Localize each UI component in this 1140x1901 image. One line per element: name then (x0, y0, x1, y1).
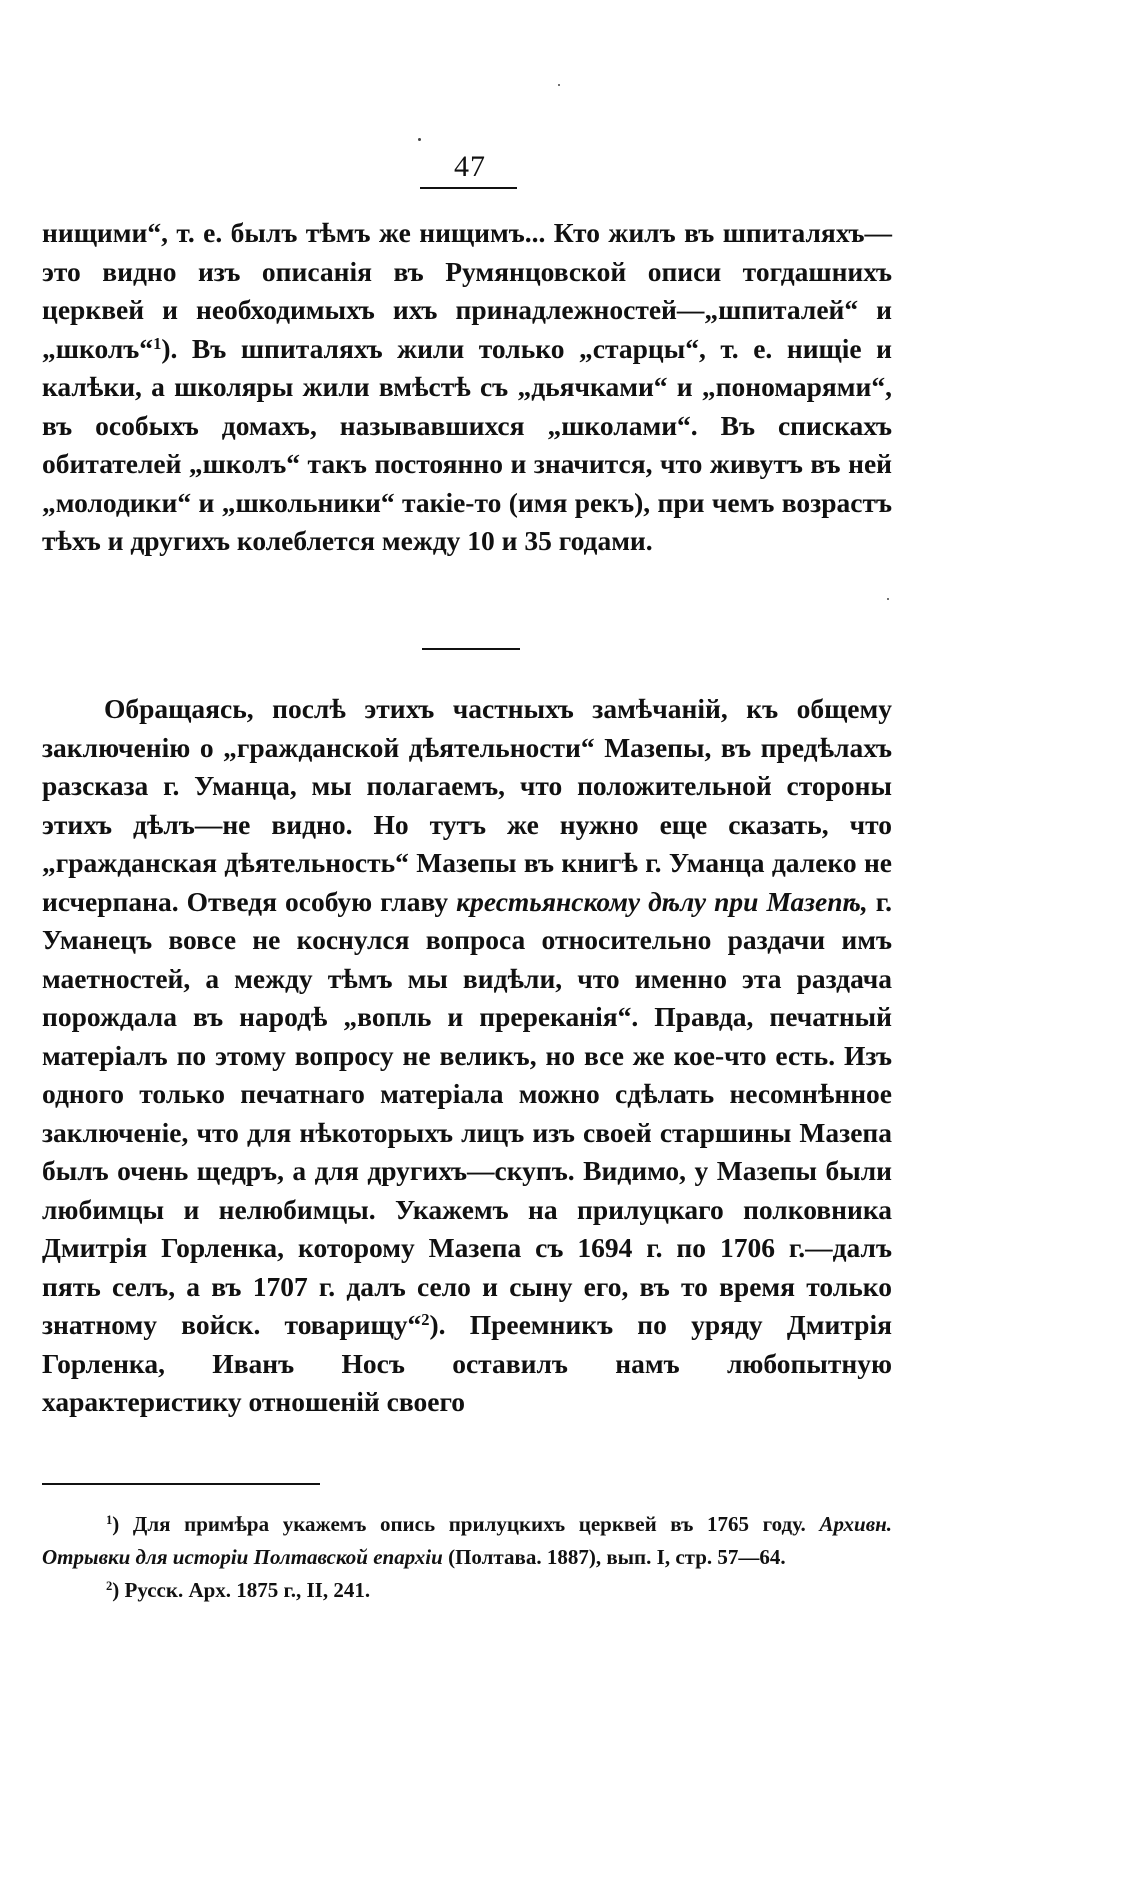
footnote-1-text: ) Для примѣра укажемъ опись прилуцкихъ церквей въ 1765 году. (112, 1512, 806, 1536)
section-divider (422, 648, 520, 650)
footnote-2 (42, 1574, 892, 1607)
footnotes (42, 1508, 892, 1607)
footnote-ref-2[interactable]: 2 (421, 1309, 430, 1329)
paragraph-1 (42, 214, 892, 561)
print-speck (887, 598, 889, 600)
print-speck (418, 138, 421, 141)
paragraph-2 (42, 690, 892, 1422)
footnote-1-marker: 1 (106, 1513, 113, 1528)
page-number: 47 (454, 150, 486, 183)
page-number-rule (420, 187, 517, 189)
paragraph-continuation (42, 214, 892, 561)
paragraph-2-part-2: г. Уманецъ вовсе не коснулся вопроса относительно раздачи имъ маетностей, а между тѣмъ мы видѣли, что именно эта раздача порождала въ народѣ „вопль и пререканія“. Правда, печатный матеріалъ по этому вопросу не великъ, но все же кое-что есть. Изъ одного только печатнаго матеріала можно сдѣлать несомнѣнное заключеніе, что для нѣкоторыхъ лицъ изъ своей старшины Мазепа былъ очень щедръ, а для другихъ—скупъ. Видимо, у Мазепы были любимцы и нелюбимцы. Укажемъ на прилуцкаго полковника Дмитрія Горленка, которому Мазепа съ 1694 г. по 1706 г.—далъ пять селъ, а въ 1707 г. далъ село и сыну его, въ то время только знатному войск. товарищу“ (42, 885, 893, 1340)
footnote-1-italic: Архивн. Отрывки для исторіи Полтавской епархіи (42, 1512, 892, 1569)
paragraph-1-text: нищими“, т. е. былъ тѣмъ же нищимъ... Кто жилъ въ шпиталяхъ—это видно изъ описанія въ Румянцовской описи тогдашнихъ церквей и необходимыхъ ихъ принадлежностей—„шпиталей“ и „школъ“ (42, 217, 892, 364)
footnote-2-text: ) Русск. Арх. 1875 г., II, 241. (112, 1578, 371, 1602)
paragraph-1-text-after: ). Въ шпиталяхъ жили только „старцы“, т. е. нищіе и калѣки, а школяры жили вмѣстѣ съ „дьячками“ и „пономарями“, въ особыхъ домахъ, называвшихся „школами“. Въ спискахъ обитателей „школъ“ такъ постоянно и значится, что живутъ въ ней „молодики“ и „школьники“ такіе-то (имя рекъ), при чемъ возрастъ тѣхъ и другихъ колеблется между 10 и 35 годами. (42, 332, 892, 556)
footnote-1 (42, 1508, 892, 1574)
print-speck (558, 84, 560, 86)
paragraph-main (42, 690, 892, 1422)
footnote-1-text-2: (Полтава. 1887), вып. I, стр. 57—64. (448, 1545, 786, 1569)
footnote-rule (42, 1483, 320, 1485)
paragraph-2-part-3: ). Преемникъ по уряду Дмитрія Горленка, Иванъ Носъ оставилъ намъ любопытную характеристику отношеній своего (42, 1309, 892, 1417)
footnote-2-marker: 2 (106, 1579, 113, 1594)
paragraph-2-part-1: Обращаясь, послѣ этихъ частныхъ замѣчаній, къ общему заключенію о „гражданской дѣятельности“ Мазепы, въ предѣлахъ разсказа г. Уманца, мы полагаемъ, что положительной стороны этихъ дѣлъ—не видно. Но тутъ же нужно еще сказать, что „гражданская дѣятельность“ Мазепы въ книгѣ г. Уманца далеко не исчерпана. Отведя особую главу (42, 693, 892, 917)
footnote-ref-1[interactable]: 1 (153, 333, 162, 353)
paragraph-2-italic: крестьянскому дѣлу при Мазепѣ, (456, 885, 868, 917)
